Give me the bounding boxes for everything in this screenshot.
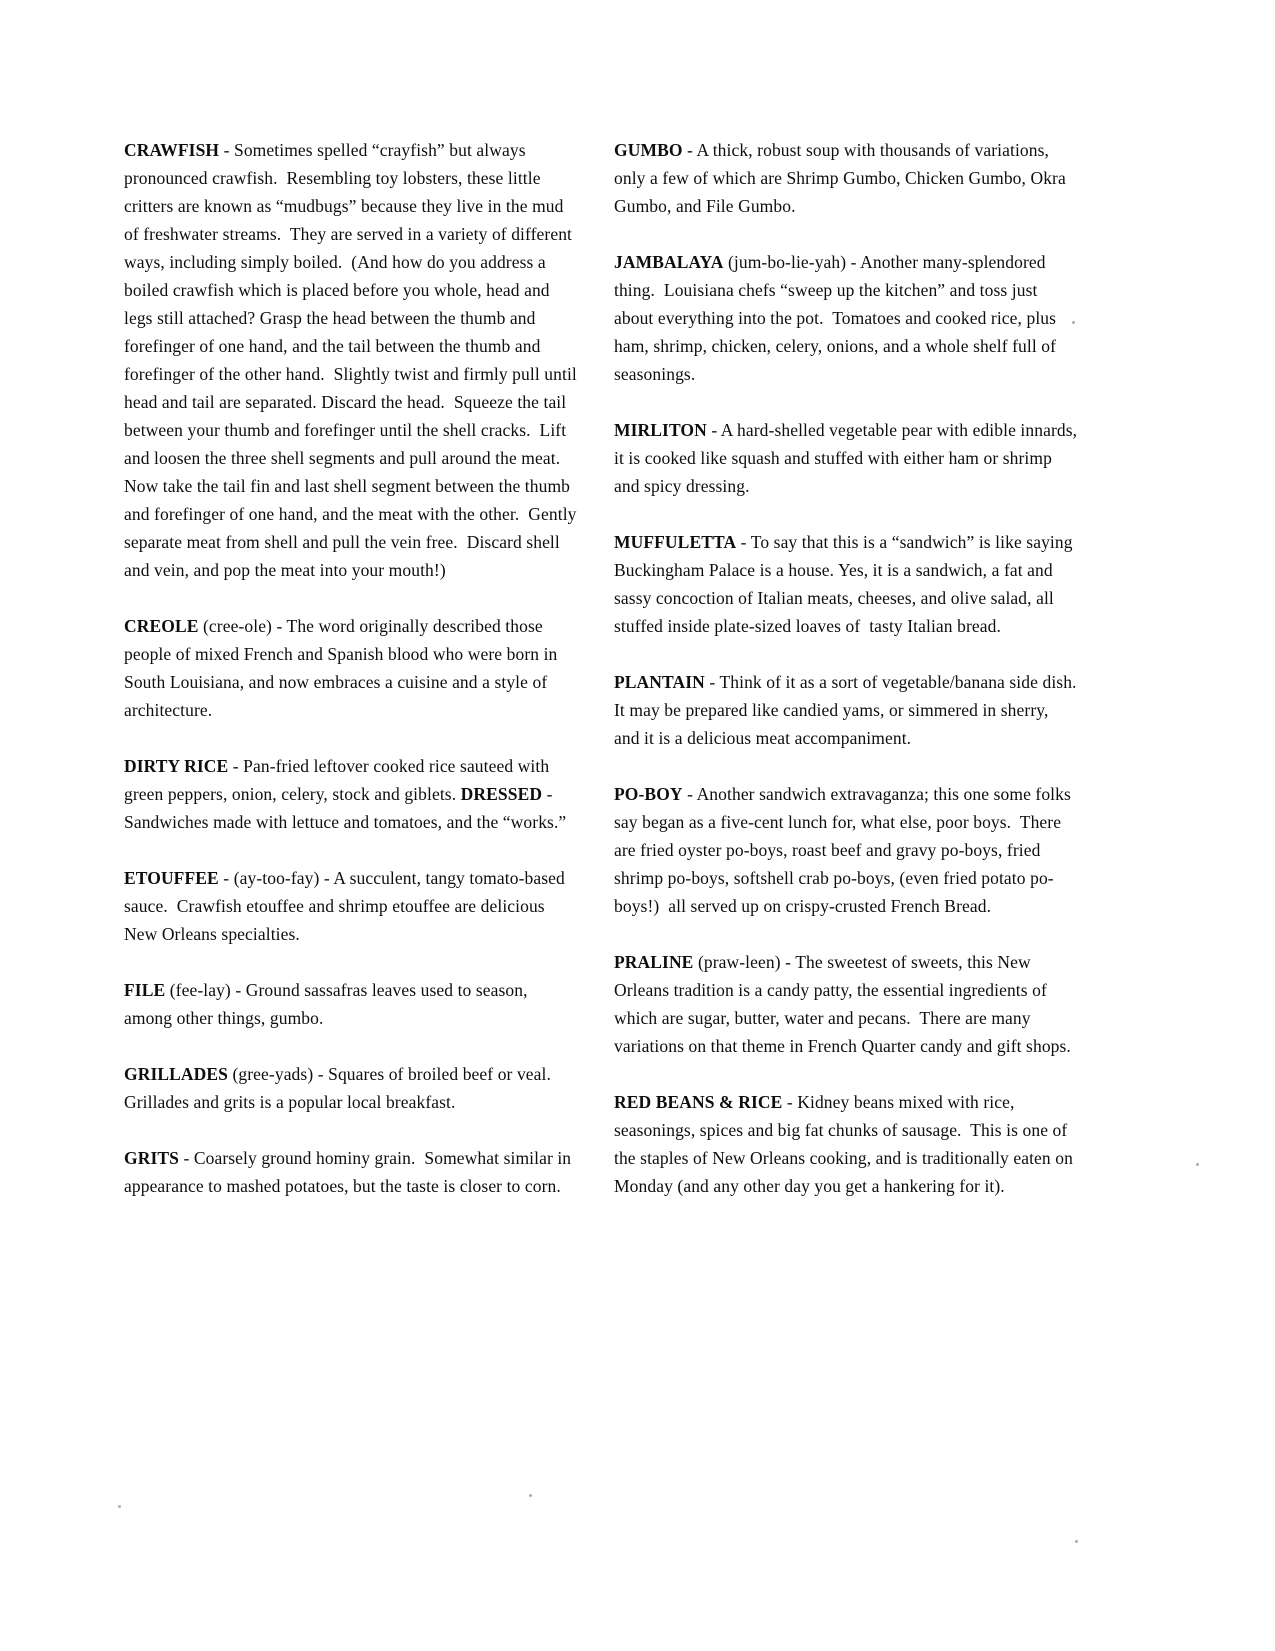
glossary-entry: [614, 528, 1078, 640]
term-text: RED BEANS & RICE: [614, 1092, 783, 1112]
definition-text: - Coarsely ground hominy grain. Somewhat similar in appearance to mashed potatoes, but the taste is closer to corn.: [124, 1148, 576, 1196]
definition-text: - Kidney beans mixed with rice, seasonings, spices and big fat chunks of sausage. This is one of the staples of New Orleans cooking, and is traditionally eaten on Monday (and any other day you get a hankering for it).: [614, 1092, 1078, 1196]
glossary-entry: [124, 864, 580, 948]
scan-speck: [1072, 321, 1075, 324]
term-text: MUFFULETTA: [614, 532, 737, 552]
definition-text: - A thick, robust soup with thousands of variations, only a few of which are Shrimp Gumbo, Chicken Gumbo, Okra Gumbo, and File Gumbo.: [614, 140, 1071, 216]
definition-text: - A hard-shelled vegetable pear with edible innards, it is cooked like squash and stuffed with either ham or shrimp and spicy dressing.: [614, 420, 1082, 496]
definition-text: - To say that this is a “sandwich” is like saying Buckingham Palace is a house. Yes, it is a sandwich, a fat and sassy concoction of Italian meats, cheeses, and olive salad, all stuffed inside plate-sized loaves of tasty Italian bread.: [614, 532, 1078, 636]
term-text: PLANTAIN: [614, 672, 705, 692]
glossary-entry: [614, 248, 1078, 388]
term-text: GUMBO: [614, 140, 683, 160]
column-right: [614, 136, 1086, 1228]
glossary-entry: [614, 780, 1078, 920]
column-left: [124, 136, 580, 1228]
definition-text: - (ay-too-fay) - A succulent, tangy tomato-based sauce. Crawfish etouffee and shrimp etouffee are delicious New Orleans specialties.: [124, 868, 570, 944]
glossary-entry: [124, 1060, 580, 1116]
definition-text: - Another sandwich extravaganza; this one some folks say began as a five-cent lunch for, what else, poor boys. There are fried oyster po-boys, roast beef and gravy po-boys, fried shrimp po-boys, softshell crab po-boys, (even fried potato po-boys!) all served up on crispy-crusted French Bread.: [614, 784, 1076, 916]
definition-text: - Sometimes spelled “crayfish” but always pronounced crawfish. Resembling toy lobsters, these little critters are known as “mudbugs” because they live in the mud of freshwater streams. They are served in a variety of different ways, including simply boiled. (And how do you address a boiled crawfish which is placed before you whole, head and legs still attached? Grasp the head between the thumb and forefinger of one hand, and the tail between the thumb and forefinger of the other hand. Slightly twist and firmly pull until head and tail are separated. Discard the head. Squeeze the tail between your thumb and forefinger until the shell cracks. Lift and loosen the three shell segments and pull around the meat. Now take the tail fin and last shell segment between the thumb and forefinger of one hand, and the meat with the other. Gently separate meat from shell and pull the vein free. Discard shell and vein, and pop the meat into your mouth!): [124, 140, 582, 580]
scan-speck: [1196, 1163, 1199, 1166]
definition-text: (cree-ole) - The word originally described those people of mixed French and Spanish blood who were born in South Louisiana, and now embraces a cuisine and a style of architecture.: [124, 616, 562, 720]
scan-speck: [118, 1505, 121, 1508]
term-text: CRAWFISH: [124, 140, 220, 160]
glossary-entry: [614, 948, 1078, 1060]
glossary-entry: [614, 416, 1082, 500]
glossary-entry: [124, 752, 580, 836]
definition-text: - Pan-fried leftover cooked rice sauteed with green peppers, onion, celery, stock and giblets.: [124, 756, 554, 804]
term-text: MIRLITON: [614, 420, 707, 440]
term-text: ETOUFFEE: [124, 868, 219, 888]
definition-text: (jum-bo-lie-yah) - Another many-splendored thing. Louisiana chefs “sweep up the kitchen” and toss just about everything into the pot. Tomatoes and cooked rice, plus ham, shrimp, chicken, celery, onions, and a whole shelf full of seasonings.: [614, 252, 1061, 384]
term-text: JAMBALAYA: [614, 252, 724, 272]
glossary-entry: [614, 668, 1086, 752]
definition-text: (gree-yads) - Squares of broiled beef or veal. Grillades and grits is a popular local breakfast.: [124, 1064, 560, 1112]
term-text: CREOLE: [124, 616, 199, 636]
scan-speck: [529, 1494, 532, 1497]
glossary-entry: [124, 976, 580, 1032]
definition-text: (fee-lay) - Ground sassafras leaves used to season, among other things, gumbo.: [124, 980, 533, 1028]
term-text: FILE: [124, 980, 166, 1000]
glossary-entry: [614, 1088, 1078, 1200]
glossary-entry: [124, 612, 580, 724]
term-text: PO-BOY: [614, 784, 683, 804]
term-text: GRILLADES: [124, 1064, 228, 1084]
term-text: DIRTY RICE: [124, 756, 229, 776]
definition-text: - Think of it as a sort of vegetable/banana side dish. It may be prepared like candied yams, or simmered in sherry, and it is a delicious meat accompaniment.: [614, 672, 1086, 748]
glossary-entry: [124, 136, 580, 584]
definition-text: - Sandwiches made with lettuce and tomatoes, and the “works.”: [124, 784, 567, 832]
term-text: DRESSED: [460, 784, 543, 804]
glossary-entry: [124, 1144, 580, 1200]
scan-speck: [1075, 1540, 1078, 1543]
definition-text: (praw-leen) - The sweetest of sweets, this New Orleans tradition is a candy patty, the essential ingredients of which are sugar, butter, water and pecans. There are many variations on that theme in French Quarter candy and gift shops.: [614, 952, 1071, 1056]
term-text: PRALINE: [614, 952, 694, 972]
term-text: GRITS: [124, 1148, 179, 1168]
glossary-entry: [614, 136, 1078, 220]
